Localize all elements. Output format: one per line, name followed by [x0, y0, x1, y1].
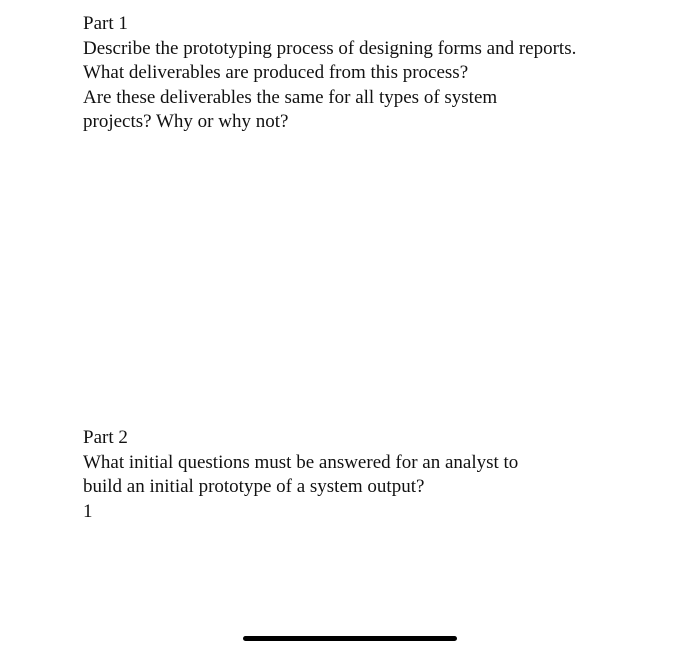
home-indicator-bar[interactable] — [243, 636, 457, 641]
part-1-question-line: What deliverables are produced from this process? — [83, 62, 469, 84]
part-1-question-line: projects? Why or why not? — [83, 111, 289, 133]
part-2-question-line: build an initial prototype of a system output? — [83, 476, 425, 498]
part-2-heading: Part 2 — [83, 427, 128, 448]
part-1-question-line: Are these deliverables the same for all types of system — [83, 86, 498, 108]
part-1-heading: Part 1 — [83, 13, 128, 34]
part-2-list-number: 1 — [83, 500, 93, 522]
part-2-question-line: What initial questions must be answered for an analyst to — [83, 451, 519, 473]
part-2-section — [83, 426, 518, 524]
part-1-section — [83, 12, 576, 135]
part-1-question-line: Describe the prototyping process of designing forms and reports. — [83, 37, 577, 59]
